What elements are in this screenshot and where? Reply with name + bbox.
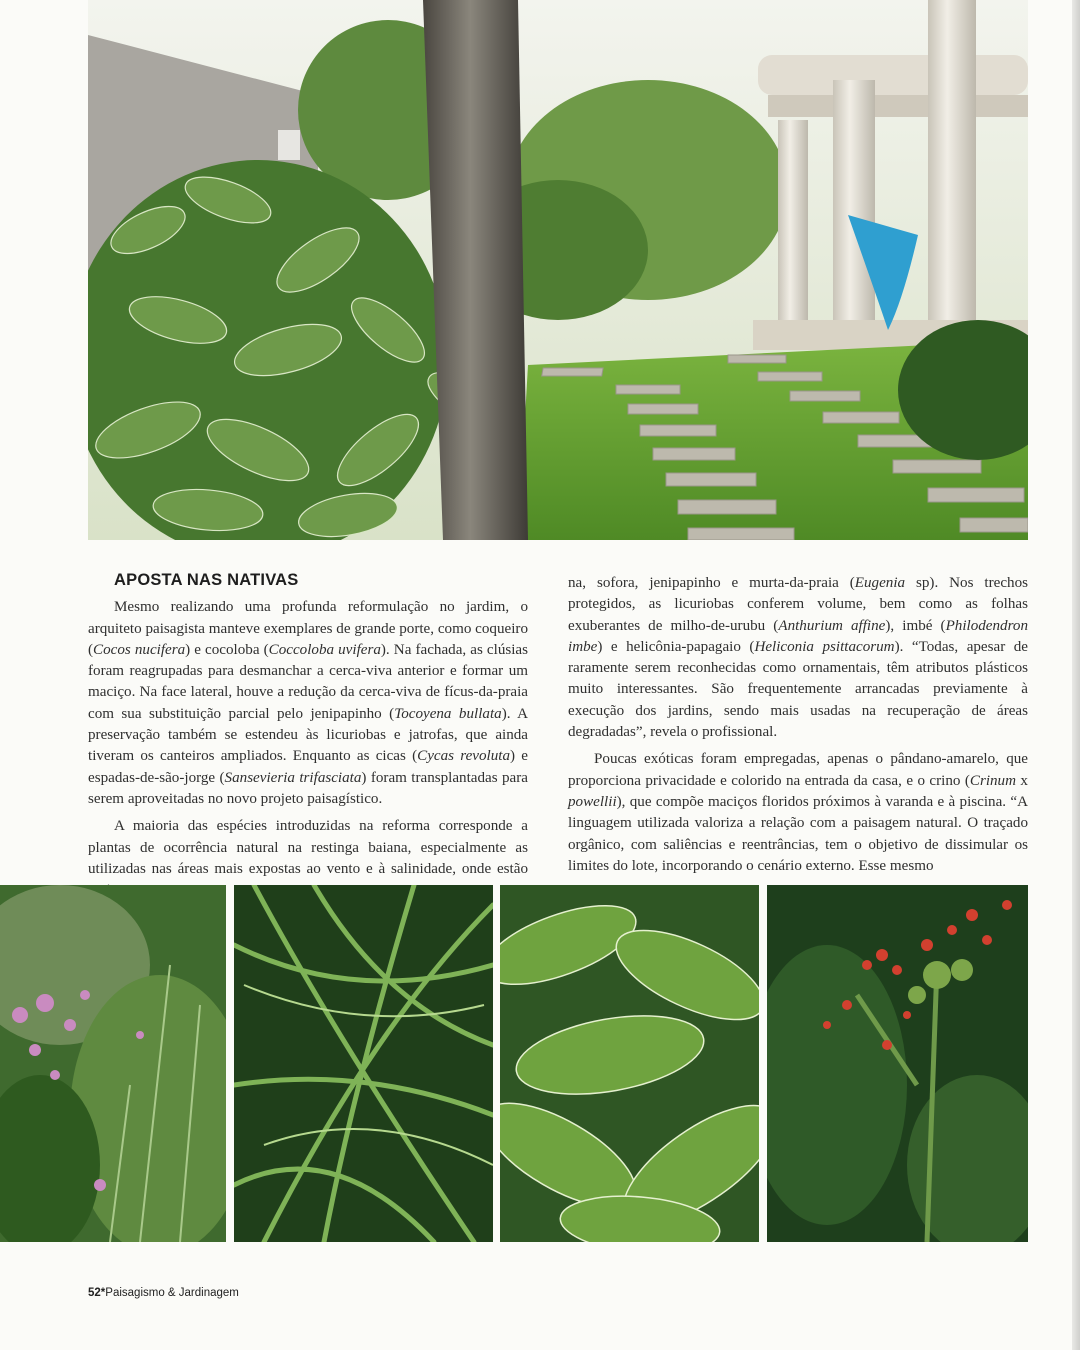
article-column-left: [88, 570, 528, 901]
italic-species-name: Tocoyena bullata: [394, 705, 502, 722]
italic-species-name: Cocos nucifera: [93, 641, 186, 658]
photo-striped-leaves: [500, 885, 759, 1242]
italic-species-name: Eugenia: [854, 575, 906, 591]
hero-photo-garden-path: [88, 0, 1028, 540]
paragraph-right-2: Poucas exóticas foram empregadas, apenas o pândano-amarelo, que proporciona privacidade e colorido na entrada da casa, e o crino (Crinum x powellii), que compõe maciços floridos próximos à varanda e à piscina. “A linguagem utilizada valoriza a relação com a paisagem natural. O traçado orgânico, com saliências e reentrâncias, tem o objetivo de dissimular os limites do lote, incorporando o cenário externo. Esse mesmo: [568, 751, 1028, 874]
page-number: 52: [88, 1287, 101, 1299]
page-footer: [88, 1287, 239, 1299]
hero-photo-illustration: [88, 0, 1028, 540]
article-column-right: [568, 573, 1028, 877]
italic-species-name: Coccoloba uvifera: [268, 641, 381, 658]
italic-species-name: Philodendron imbe: [568, 617, 1029, 655]
section-heading: APOSTA NAS NATIVAS: [114, 571, 299, 589]
photo-pink-flowers-shrub: [0, 885, 226, 1242]
paragraph-left-2: A maioria das espécies introduzidas na reforma corresponde a plantas de ocorrência natural na restinga baiana, especialmente as utilizadas nas áreas mais expostas ao vento e à salinidade, onde estão: [88, 818, 528, 877]
magazine-name: Paisagismo & Jardinagem: [105, 1287, 239, 1299]
italic-species-name: Cycas revoluta: [417, 748, 511, 765]
italic-species-name: Heliconia psittacorum: [754, 638, 895, 655]
folio-separator: *: [100, 1287, 106, 1299]
paragraph-left-1: Mesmo realizando uma profunda reformulação no jardim, o arquiteto paisagista manteve exemplares de grande porte, como coqueiro (Cocos nucifera) e cocoloba (Coccoloba uvifera). Na fachada, as clúsias foram reagrupadas para desmanchar a cerca-viva anterior e formar um maciço. Na face lateral, houve a redução da cerca-viva de fícus-da-praia com sua substituição parcial pelo jenipapinho (Tocoyena bullata). A preservação também se estendeu às licuriobas e jatrofas, que ainda tiveram os canteiros ampliados. Enquanto as cicas (Cycas revoluta) e espadas-de-são-jorge (Sansevieria trifasciata) foram transplantadas para serem aproveitadas no novo projeto paisagístico.: [88, 599, 529, 807]
scan-edge: [1072, 0, 1080, 1350]
italic-species-name: powellii: [568, 793, 617, 810]
italic-species-name: Crinum: [969, 772, 1017, 789]
italic-species-name: Sansevieria trifasciata: [224, 769, 362, 786]
paragraph-right-1: na, sofora, jenipapinho e murta-da-praia (Eugenia sp). Nos trechos protegidos, as licuriobas conferem volume, bem como as folhas exuberantes de milho-de-urubu (Anthurium affine), imbé (Philodendron imbe) e helicônia-papagaio (Heliconia psittacorum). “Todas, apesar de raramente serem reconhecidas como ornamentais, têm atributos plásticos muito interessantes. São frequentemente arrancadas previamente à execução dos jardins, sendo mais usadas na recuperação de áreas degradadas”, revela o profissional.: [568, 575, 1029, 741]
photo-palm-fronds: [234, 885, 493, 1242]
italic-species-name: Anthurium affine: [778, 617, 886, 634]
photo-red-jatropha-flowers: [767, 885, 1028, 1242]
